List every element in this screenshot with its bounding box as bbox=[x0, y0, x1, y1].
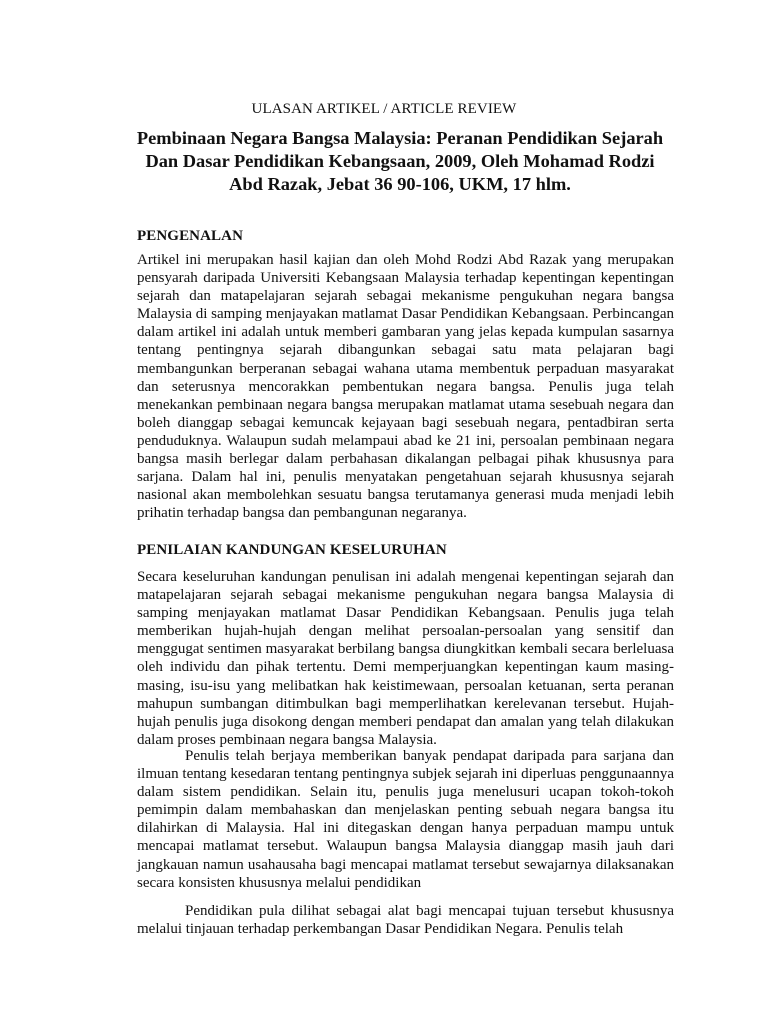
paragraph-penilaian-2: Penulis telah berjaya memberikan banyak pendapat daripada para sarjana dan ilmuan tentang kesedaran tentang pentingnya subjek sejarah ini diperluas penggunaannya dalam sistem pendidikan. Selain itu, penulis juga menelusuri ucapan tokoh-tokoh pemimpin dalam membahaskan dan menjelaskan penting sebuah negara bangsa itu dilahirkan di Malaysia. Hal ini ditegaskan dengan hanya perpaduan mampu untuk mencapai matlamat tersebut. Walaupun bangsa Malaysia dianggap masih jauh dari jangkauan namun usahausaha bagi mencapai matlamat tersebut sewajarnya dilaksanakan secara konsisten khususnya melalui pendidikan bbox=[137, 748, 674, 891]
paragraph-penilaian-1: Secara keseluruhan kandungan penulisan ini adalah mengenai kepentingan sejarah dan matapelajaran sejarah sebagai mekanisme pengukuhan negara bangsa Malaysia di samping menjayakan matlamat Dasar Pendidikan Kebangsaan. Penulis juga telah memberikan hujah-hujah dengan melihat persoalan-persoalan yang sensitif dan menggugat sentimen masyarakat berbilang bangsa diungkitkan kembali secara berleluasa oleh individu dan pihak tertentu. Demi memperjuangkan kepentingan kaum masing-masing, isu-isu yang melibatkan hak keistimewaan, persoalan ketuanan, serta peranan mahupun sumbangan ditimbulkan bagi memperlihatkan kerelevanan tersebut. Hujah-hujah penulis juga disokong dengan memberi pendapat dan amalan yang telah dilakukan dalam proses pembinaan negara bangsa Malaysia. bbox=[137, 569, 674, 748]
article-title: Pembinaan Negara Bangsa Malaysia: Peranan Pendidikan Sejarah Dan Dasar Pendidikan Kebangsaan, 2009, Oleh Mohamad Rodzi Abd Razak, Jebat 36 90-106, UKM, 17 hlm. bbox=[136, 128, 664, 194]
paragraph-penilaian-3: Pendidikan pula dilihat sebagai alat bagi mencapai tujuan tersebut khususnya melalui tinjauan terhadap perkembangan Dasar Pendidikan Negara. Penulis telah bbox=[137, 903, 674, 938]
article-review-label: ULASAN ARTIKEL / ARTICLE REVIEW bbox=[251, 101, 517, 117]
section-heading-pengenalan: PENGENALAN bbox=[137, 228, 244, 244]
paragraph-pengenalan: Artikel ini merupakan hasil kajian dan oleh Mohd Rodzi Abd Razak yang merupakan pensyarah daripada Universiti Kebangsaan Malaysia terhadap kepentingan kepentingan sejarah dan matapelajaran sejarah sebagai mekanisme pengukuhan negara bangsa Malaysia di samping menjayakan matlamat Dasar Pendidikan Kebangsaan. Perbincangan dalam artikel ini adalah untuk memberi gambaran yang jelas kepada kumpulan sasarnya tentang pentingnya sejarah dibangunkan sebagai satu mata pelajaran bagi membangunkan berperanan sebagai wahana utama membentuk perpaduan masyarakat dan seterusnya mencorakkan pembentukan negara bangsa. Penulis juga telah menekankan pembinaan negara bangsa merupakan matlamat utama sesebuah negara dan boleh dianggap sebagai kemuncak kejayaan bagi sesebuah negara, pentadbiran serta penduduknya. Walaupun sudah melampaui abad ke 21 ini, persoalan pembinaan negara bangsa masih berlegar dalam perbahasan dikalangan pelbagai pihak khususnya para sarjana. Dalam hal ini, penulis menyatakan pengetahuan sejarah khususnya sejarah nasional akan membolehkan sesuatu bangsa terutamanya generasi muda menjadi lebih prihatin terhadap bangsa dan pembangunan negaranya. bbox=[137, 252, 674, 522]
section-heading-penilaian: PENILAIAN KANDUNGAN KESELURUHAN bbox=[137, 542, 447, 558]
